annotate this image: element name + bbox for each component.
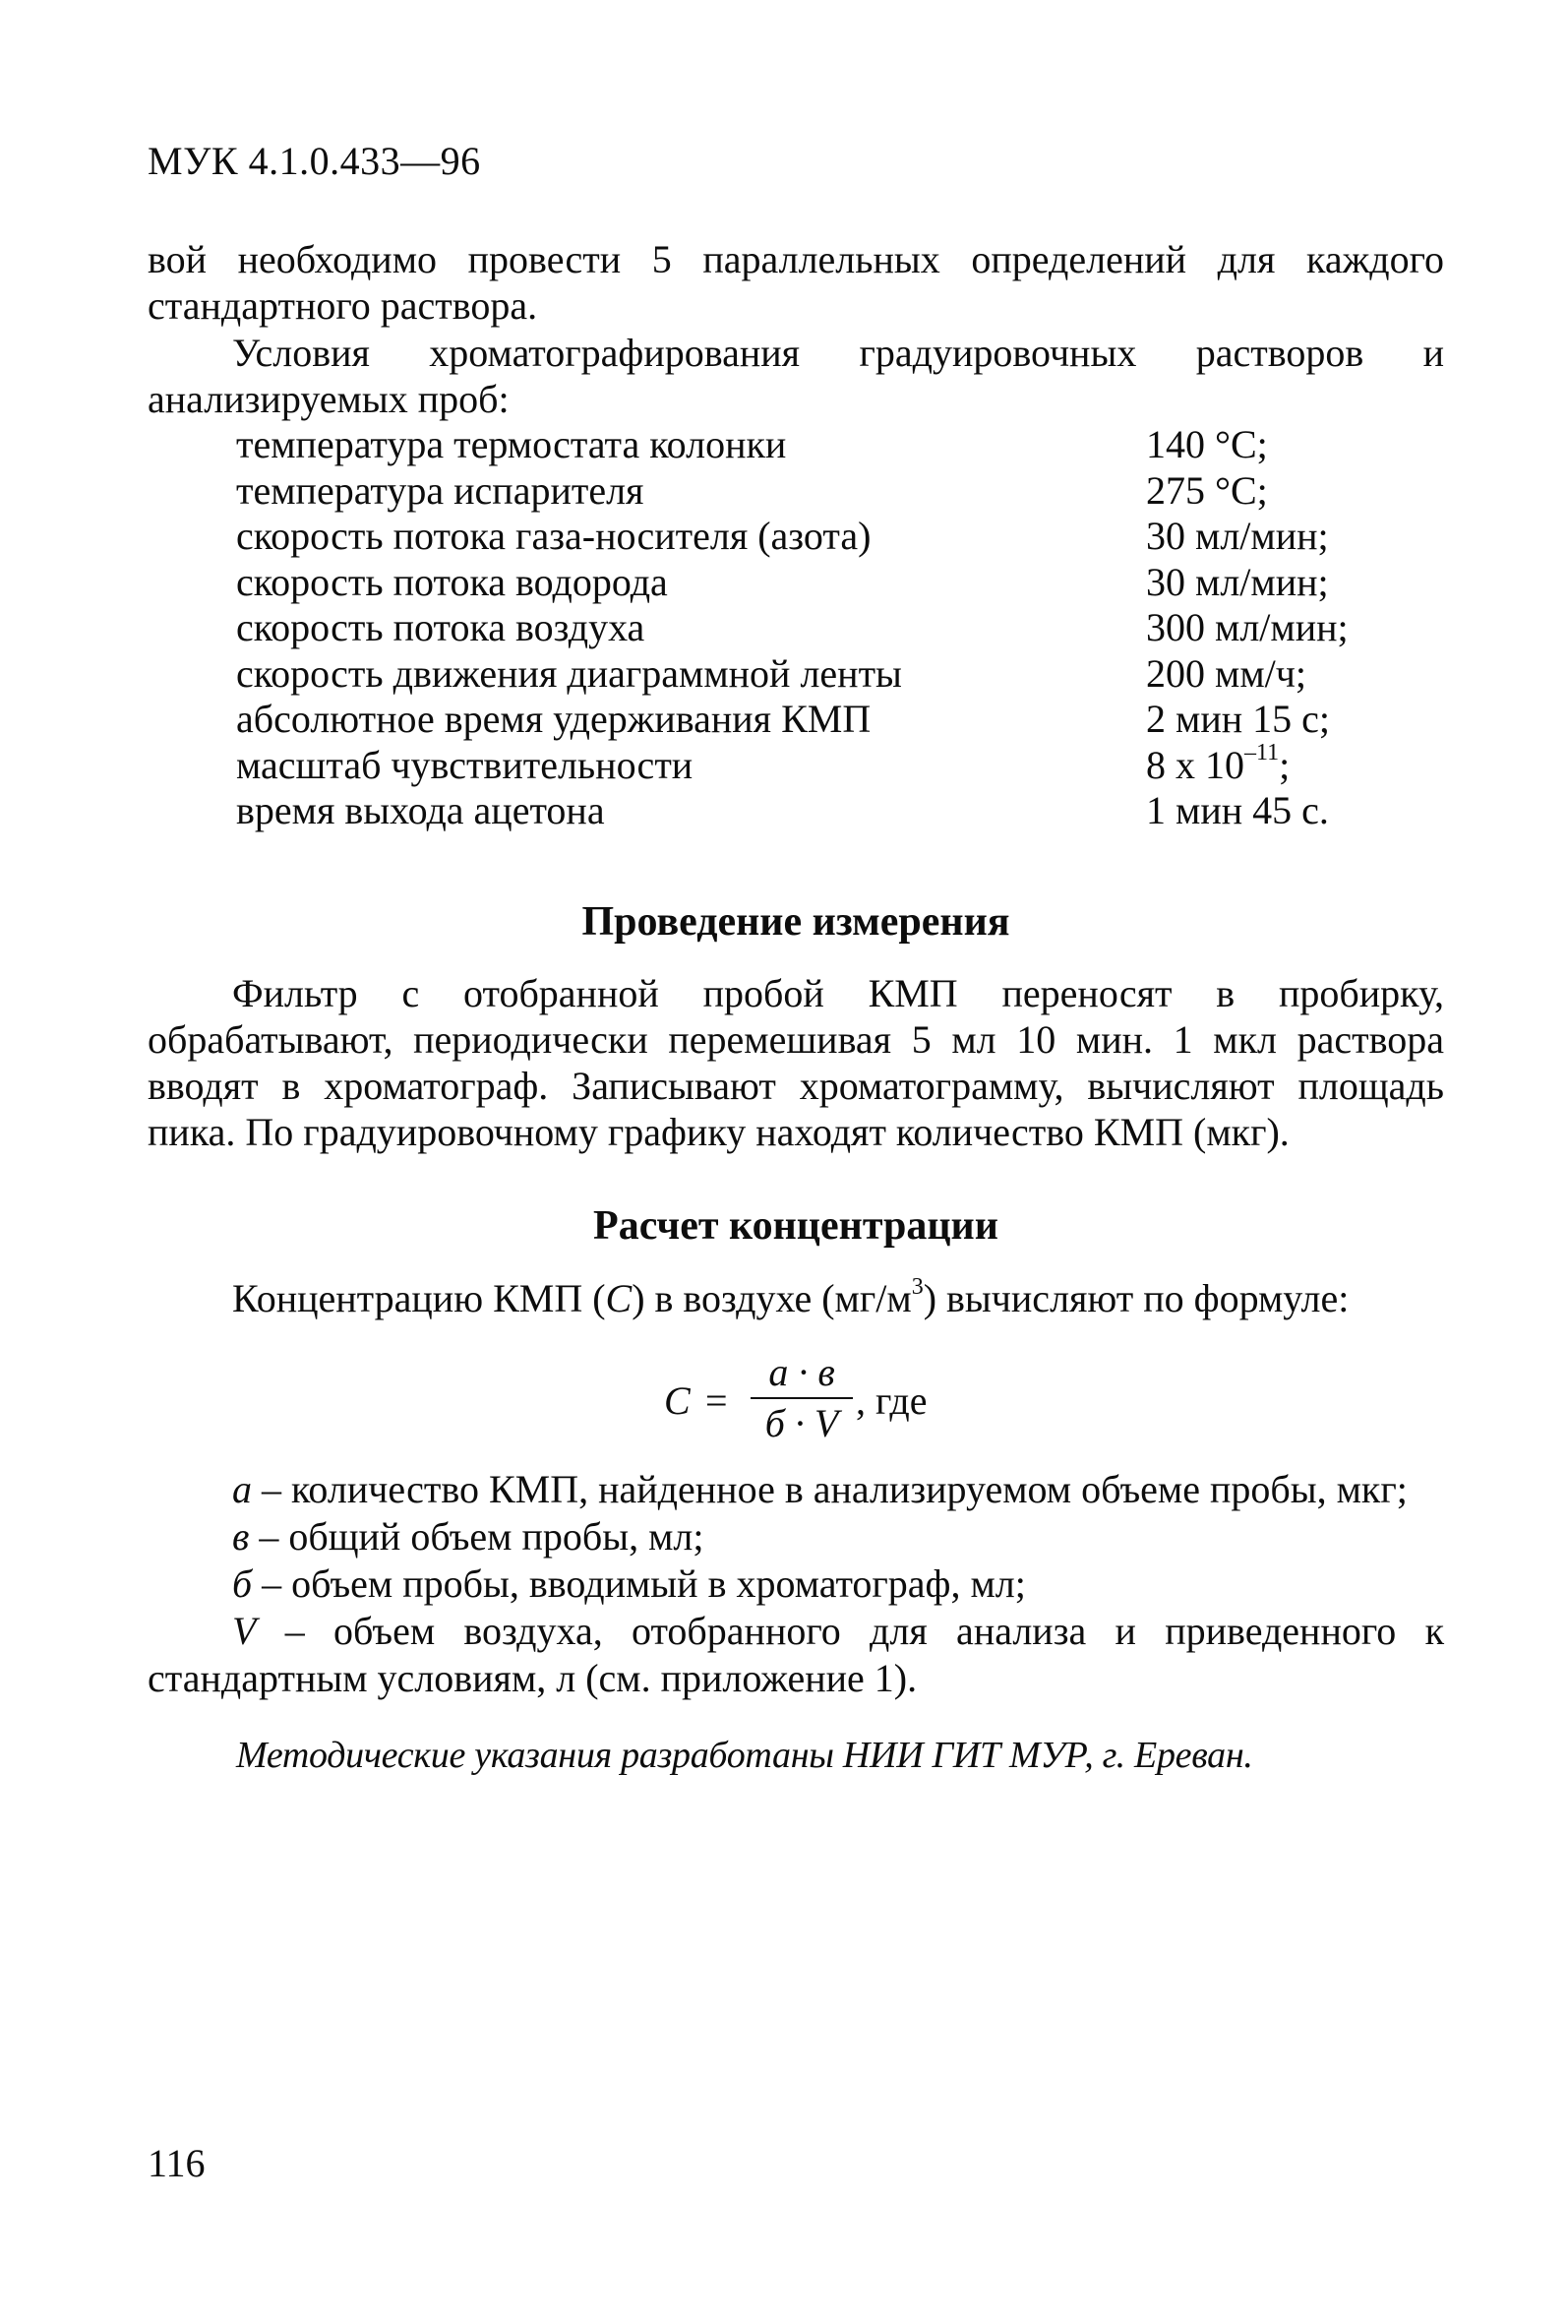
- formula-lhs: C: [664, 1378, 691, 1423]
- condition-label: время выхода ацетона: [236, 788, 605, 832]
- condition-value: 2 мин 15 с;: [1146, 697, 1330, 741]
- definition-variable: V: [232, 1609, 257, 1653]
- condition-label: скорость движения диаграммной ленты: [236, 650, 902, 696]
- condition-row: [236, 651, 1417, 698]
- document-code-header: МУК 4.1.0.433—96: [148, 139, 481, 183]
- section-heading-calculation: Расчет концентрации: [593, 1203, 998, 1249]
- formula-fraction: [743, 1350, 861, 1446]
- condition-value-sensitivity: [1146, 740, 1417, 789]
- formula-suffix: , где: [856, 1378, 928, 1423]
- definition-variable: в: [232, 1514, 250, 1559]
- condition-label: скорость потока водорода: [236, 559, 668, 604]
- condition-label: скорость потока газа-носителя (азота): [236, 514, 872, 558]
- definition-text: – общий объем пробы, мл;: [249, 1514, 704, 1559]
- condition-row: [236, 560, 1417, 606]
- formula-denominator: б · V: [764, 1401, 839, 1445]
- formula-numerator: a · в: [768, 1350, 835, 1394]
- definition-line: [148, 1513, 1444, 1560]
- fraction-bar: [751, 1397, 853, 1399]
- condition-value: 200 мм/ч;: [1146, 650, 1306, 696]
- condition-value: 30 мл/мин;: [1146, 559, 1329, 604]
- condition-label: температура испарителя: [236, 467, 644, 513]
- condition-value: 1 мин 45 с.: [1146, 788, 1329, 832]
- definition-line: [148, 1608, 1444, 1702]
- intro-text: ) в воздухе (мг/м: [632, 1276, 912, 1320]
- condition-label: температура термостата колонки: [236, 422, 787, 466]
- sensitivity-exponent: –11: [1244, 740, 1280, 766]
- intro-text: ) вычисляют по формуле:: [923, 1276, 1350, 1320]
- definition-text: – количество КМП, найденное в анализируемом объеме пробы, мкг;: [252, 1467, 1408, 1511]
- condition-row: [236, 788, 1417, 834]
- concentration-formula: [644, 1350, 959, 1458]
- intro-variable: С: [605, 1276, 633, 1320]
- condition-label: абсолютное время удерживания КМП: [236, 697, 872, 741]
- condition-value: 300 мл/мин;: [1146, 605, 1349, 649]
- condition-value: 140 °С;: [1146, 422, 1268, 466]
- condition-label: масштаб чувствительности: [236, 742, 694, 787]
- condition-row: [236, 605, 1417, 651]
- condition-label: скорость потока воздуха: [236, 605, 645, 649]
- condition-value: 30 мл/мин;: [1146, 514, 1329, 558]
- authorship-credit: Методические указания разработаны НИИ ГИТ МУР, г. Ереван.: [236, 1735, 1253, 1776]
- chromatography-conditions-list: [236, 422, 1417, 834]
- calculation-intro: [148, 1275, 1444, 1321]
- condition-row: [236, 697, 1417, 743]
- section-heading-measurement: Проведение измерения: [581, 899, 1010, 945]
- formula-equals: =: [705, 1378, 728, 1423]
- sensitivity-suffix: ;: [1279, 742, 1291, 787]
- paragraph-continuation: вой необходимо провести 5 параллельных определений для каждого стандартного раствора.: [148, 237, 1444, 328]
- definition-line: [148, 1560, 1444, 1608]
- sensitivity-base: 8 х 10: [1146, 742, 1244, 787]
- intro-text: Концентрацию КМП (: [232, 1276, 606, 1320]
- condition-row: [236, 468, 1417, 515]
- variable-definitions: [148, 1466, 1444, 1702]
- definition-line: [148, 1466, 1444, 1513]
- condition-row: [236, 514, 1417, 560]
- condition-value: 275 °С;: [1146, 467, 1268, 513]
- definition-text: – объем пробы, вводимый в хроматограф, мл;: [252, 1561, 1026, 1606]
- definition-variable: a: [232, 1467, 252, 1511]
- condition-row: [236, 422, 1417, 468]
- unit-superscript: 3: [911, 1273, 924, 1300]
- definition-text: – объем воздуха, отобранного для анализа и приведенного к стандартным условиям, л (см. приложение 1).: [148, 1609, 1444, 1700]
- condition-row: [236, 740, 1417, 789]
- page-number: 116: [148, 2141, 206, 2185]
- measurement-paragraph: Фильтр с отобранной пробой КМП переносят в пробирку, обрабатывают, периодически перемешивая 5 мл 10 мин. 1 мкл раствора вводят в хроматограф. Записывают хроматограмму, вычисляют площадь пика. По градуировочному графику находят количество КМП (мкг).: [148, 971, 1444, 1154]
- definition-variable: б: [232, 1561, 253, 1606]
- conditions-intro: Условия хроматографирования градуировочных растворов и анализируемых проб:: [148, 331, 1444, 421]
